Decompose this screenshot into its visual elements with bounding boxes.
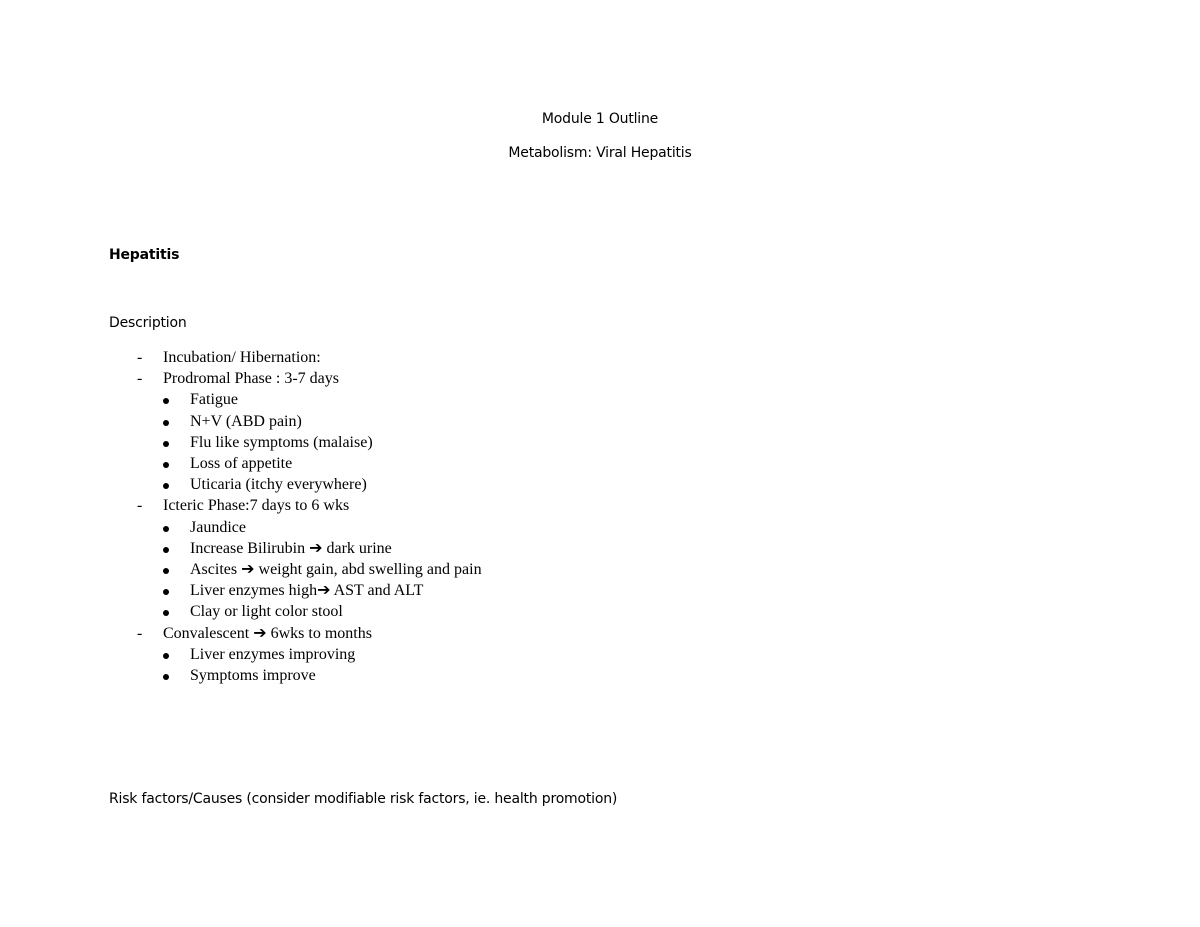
bullet-dot	[163, 653, 169, 659]
bullet-dot	[163, 483, 169, 489]
dash-marker: -	[137, 624, 143, 642]
bullet-dot	[163, 398, 169, 404]
outline-item-text: Flu like symptoms (malaise)	[190, 433, 373, 451]
outline-item-text: N+V (ABD pain)	[190, 412, 302, 430]
dash-marker: -	[137, 497, 143, 515]
bullet-dot	[163, 568, 169, 574]
bullet-dot	[163, 420, 169, 426]
bullet-dot	[163, 526, 169, 532]
outline-item-text: Icteric Phase:7 days to 6 wks	[163, 497, 350, 515]
outline-item-text: Fatigue	[190, 391, 238, 409]
outline-item-text: Prodromal Phase : 3-7 days	[163, 370, 339, 388]
risk-factors-label: Risk factors/Causes (consider modifiable risk factors, ie. health promotion)	[109, 791, 618, 807]
outline-item-text: Uticaria (itchy everywhere)	[190, 476, 367, 494]
dash-marker: -	[137, 370, 143, 388]
bullet-dot	[163, 547, 169, 553]
section-heading: Hepatitis	[109, 247, 180, 263]
document-subtitle: Metabolism: Viral Hepatitis	[508, 145, 692, 161]
description-label: Description	[109, 315, 187, 331]
outline-item-text: Liver enzymes high➔ AST and ALT	[190, 582, 424, 600]
bullet-dot	[163, 589, 169, 595]
outline-item-text: Convalescent ➔ 6wks to months	[163, 624, 372, 642]
document-title: Module 1 Outline	[541, 111, 659, 127]
outline-item-text: Loss of appetite	[190, 455, 293, 472]
outline-item-text: Incubation/ Hibernation:	[163, 349, 321, 366]
bullet-dot	[163, 674, 169, 680]
outline-item-text: Clay or light color stool	[190, 603, 343, 621]
outline-item-text: Liver enzymes improving	[190, 645, 356, 663]
dash-marker: -	[137, 349, 143, 366]
outline-item-text: Ascites ➔ weight gain, abd swelling and pain	[190, 561, 482, 578]
outline-item-text: Increase Bilirubin ➔ dark urine	[190, 539, 392, 557]
bullet-dot	[163, 462, 169, 468]
bullet-dot	[163, 610, 169, 616]
outline-item-text: Symptoms improve	[190, 667, 316, 684]
bullet-dot	[163, 441, 169, 447]
outline-item-text: Jaundice	[190, 518, 246, 536]
